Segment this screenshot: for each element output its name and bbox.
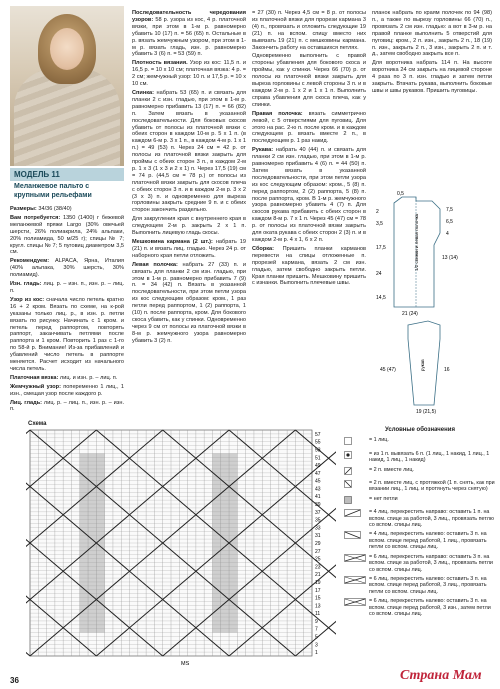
legend-item [344, 509, 496, 528]
legend-symbol-icon [344, 554, 366, 564]
legend-symbol-icon [344, 480, 366, 490]
paragraph-heading: Плотность вязания. [132, 60, 188, 67]
paragraph-heading: Последовательность чередования узоров: [132, 10, 246, 23]
chart-row-label: 49 [315, 463, 321, 470]
chart-row-label: 53 [315, 447, 321, 454]
legend-item [344, 437, 496, 447]
cable-line [26, 543, 30, 600]
cable-line [26, 487, 30, 544]
paragraph-text: Для воротника набрать 114 п. На высоте воротника 24 см закрыть на лицевой стороне 4 раза по 3 п. изн. гладью и затем петли закрыть. Втачать рукава, выполнить боковые швы и швы рукавов. Пришить пуговицы. [372, 60, 492, 94]
chart-row-label: 33 [315, 525, 321, 532]
col3-paragraph [252, 53, 366, 108]
instructions-column-2 [132, 10, 246, 415]
chart-row-label: 23 [315, 564, 321, 571]
col2-paragraph [132, 10, 246, 58]
chart-ms-label: MS [181, 661, 190, 667]
col2-paragraph [132, 60, 246, 88]
legend-item [344, 554, 496, 573]
page-number: 36 [10, 676, 19, 685]
chart-row-label: 39 [315, 502, 321, 509]
cable-line [26, 600, 30, 657]
chart-row-label: 19 [315, 579, 321, 586]
paragraph-text: лиц. р. – изн. п., изн. р. – лиц. п. [10, 281, 124, 294]
chart-row-label: 41 [315, 494, 321, 501]
col2-paragraph [132, 239, 246, 260]
chart-caption: Схема [28, 421, 47, 427]
legend-item [344, 576, 496, 595]
knitting-chart [26, 428, 336, 668]
paragraph-heading: Рукава: [252, 147, 274, 154]
col2-paragraph [132, 216, 246, 237]
paragraph-heading: Вам потребуется: [10, 214, 61, 221]
chart-row-label: 27 [315, 548, 321, 555]
legend-symbol-icon [344, 437, 366, 447]
chart-row-label: 31 [315, 533, 321, 540]
schem-width-1: 21 (24) [402, 311, 418, 317]
legend-symbol-icon [344, 576, 366, 586]
paragraph-text: набрать 40 (44) п. и связать для планки 2 см изн. гладью, при этом в 1-м р. равномерно прибавить 4 (6) п. = 44 (50) п. Затем вязать в указанной последовательности, при этом петли узора из кос следующим образом: кром., 5 (8) п. перед раппортом, 2 (2) раппорта, 5 (8) п. после раппорта, кром. В 1-м р. жемчужного узора равномерно убавить 4 (7) п. Для скосов рукава прибавить с обеих сторон в каждом 8-м р. 7 х 1 п. Через 45 (47) см = 78 р. от полосы из платочной вязки закрыть для оката рукава с обеих сторон 2 (3) п. и в каждом 2-м р. 4 х 1, 6 х 2 п. [252, 147, 366, 243]
col1-paragraph [10, 375, 124, 382]
chart-row-label: 25 [315, 556, 321, 563]
legend-symbol-icon [344, 496, 366, 506]
paragraph-text: набрать 19 (21) п. и вязать лиц. гладью. Через 24 р. от наборного края петли отложить. [132, 239, 246, 259]
instructions-column-3 [252, 10, 366, 415]
instructions-column-4 [372, 10, 492, 200]
col1-paragraph [10, 400, 124, 414]
schem-sleeve-2: 45 (47) [380, 367, 396, 373]
paragraph-text: лиц. и изн. р. – лиц. п. [58, 374, 118, 381]
paragraph-heading: Сборка: [252, 245, 275, 252]
chart-row-label: 57 [315, 431, 321, 438]
legend-item [344, 480, 496, 493]
col3-paragraph [252, 111, 366, 146]
paragraph-text: набрать 53 (65) п. и связать для планки 2 с изн. гладью, при этом в 1-м р. равномерно прибавить 13 (17) п. = 66 (82) п. Затем вязать в указанной последовательности. Для боковых скосов убавить от полосы из платочной вязки с обеих сторон в каждом 10-м р. 5 х 1 п. (в каждом 6-м р. 3 х 1 п., в каждом 4-м р. 1 х 1 п.) = 49 (53) п. Через 24 см = 42 р. от полосы из платочной вязки закрыть для проймы с обеих сторон 3 п., в каждом 2-м р. 1 х 3 (1 х 3 и 2 х 1) п. Через 17,5 (19) см = 74 р. (44,5 см = 78 р.) от полосы из платочной вязки закрыть для скосов плеча с обеих сторон 3 п. и в каждом 2-м р. 3 х 2 (3 х 3) п. и одновременно для выреза горловины закрыть средние 9 п. и с обеих сторон закончить раздельно. [132, 89, 246, 214]
paragraph-heading: Платочная вязка: [10, 374, 59, 381]
col2-paragraph [132, 262, 246, 345]
face-shape [50, 28, 84, 70]
legend-item [344, 531, 496, 550]
paragraph-heading: Узор из кос: [10, 296, 45, 303]
schem-sleeve-3: 16 [444, 367, 450, 373]
legend-text: = 6 лиц. перекрестить налево: оставить 3 п. на вспом. спице перед работой, 3 изн., затем петли со вспом. спицы лиц. [369, 598, 491, 617]
paragraph-text: = 27 (30) п. Через 4,5 см = 8 р. от полосы из платочной вязки для прорези кармана 3 (4) п., провязать и отложить следующие 19 (21) п. на вспом. спицу вместо них вывязать 19 (21) п. с мешковины кармана. Закончить работу на оставшихся петлях. [252, 10, 366, 51]
schem-width-3: 19 (21,5) [416, 409, 437, 415]
chart-row-label: 7 [315, 626, 318, 633]
legend-text: = 4 лиц. перекрестить налево: оставить 3 п. на вспом. спице перед работой, 1 лиц., провязать петли со вспом. спицы лиц. [369, 531, 487, 551]
col2-paragraph [132, 90, 246, 214]
instructions-column-1 [10, 206, 124, 416]
col1-paragraph [10, 281, 124, 295]
legend-symbol-icon [344, 467, 366, 477]
pattern-schematic [372, 175, 492, 415]
chart-row-label: 47 [315, 470, 321, 477]
paragraph-heading: Рекомендуем: [10, 258, 50, 265]
legend-symbol-icon [344, 531, 366, 541]
paragraph-text: Узор из кос: 11,5 п. и 16,5 р. = 10 х 10 см; платочная вязка: 4 р. = 2 см; жемчужный узор: 10 п. и 17,5 р. = 10 х 10 см. [132, 60, 246, 88]
chart-row-label: 15 [315, 595, 321, 602]
schem-top-label: 0,5 [397, 191, 404, 197]
cable-line [26, 543, 30, 600]
chart-row-label: 3 [315, 642, 318, 649]
legend-text: = 2 п. вместе лиц. с протяжкой (1 п. снять, как при вязании лиц., 1 лиц. и протянуть через снятую) [369, 480, 495, 493]
paragraph-text: попеременно 1 лиц., 1 изн., смещая узор после каждого р. [10, 383, 124, 397]
legend-symbol-icon [344, 451, 366, 461]
col3-paragraph [252, 246, 366, 287]
paragraph-heading: Изн. гладь: [10, 281, 42, 288]
legend-text: = 4 лиц. перекрестить направо: оставить 1 п. на вспом. спице за работой, 3 лиц., провязать петлю со вспом. спицы лиц. [369, 509, 494, 529]
chart-row-label: 1 [315, 650, 318, 657]
schem-left-5: 14,5 [376, 295, 386, 301]
cable-line [26, 430, 30, 487]
schem-mid-2: 6,5 [446, 219, 453, 225]
chart-row-label: 11 [315, 611, 321, 618]
schem-left-4: 24 [376, 271, 382, 277]
col3-paragraph [252, 147, 366, 244]
paragraph-heading: Левая полочка: [132, 261, 178, 268]
paragraph-text: набрать 27 (33) п. и связать для планки 2 см изн. гладью, при этом в 1-м р. равномерно прибавить 7 (9) п. = 34 (42) п. Вязать в указанной последовательности, при этом петли узора из кос следующим образом: кром., 1 раз петли перед раппортом, 1 (2) раппорта, 1 (10) п. после раппорта, кром. Для бокового скоса убавить, как у спинки. Одновременно через 9 см от полосы из платочной вязки в 8-м р. жемчужного узора равномерно убавить 3 (2) п. [132, 261, 246, 344]
model-title: МОДЕЛЬ 11 [10, 168, 124, 181]
paragraph-heading: Мешковина кармана (2 шт.): [132, 239, 213, 245]
paragraph-text: лиц. р. – лиц. п., изн. р. – изн. п. [10, 399, 124, 413]
paragraph-heading: Правая полочка: [252, 110, 303, 117]
schem-left-2: 3,5 [376, 221, 383, 227]
paragraph-text: Для закругления края с внутреннего края в следующем 2-м р. закрыть 2 х 1 п. Выполнить лицевую гладь скосы. [132, 216, 246, 237]
cable-line [26, 487, 30, 544]
paragraph-text: Пришить планки карманов перевести на спицы отложенные п. прорезей кармана, вязать 2 см изн. гладью, затем свободно закрыть петли. Края планки пришить. Мешковину пришить с изнанки. Выполнить плечевые швы. [252, 245, 366, 287]
col1-paragraph [10, 206, 124, 213]
chart-row-label: 45 [315, 478, 321, 485]
legend-item [344, 496, 496, 506]
legend-text: = из 1 п. вывязать 6 п. (1 лиц., 1 накид, 1 лиц., 1 накид, 1 лиц., 1 накид) [369, 450, 490, 464]
cable-line [26, 600, 30, 657]
chart-row-label: 9 [315, 618, 318, 625]
paragraph-heading: Лиц. гладь: [10, 399, 42, 406]
paragraph-text: Одновременно выполнить с правой стороны убавления для бокового скоса и проймы, как у спинки. Через 66 (70) р. от полосы из платочной вязки закрыть для выреза горловины с левой стороны 3 п. и в каждом 2-м р. 1 х 2 и 1 х 1 п. Выполнить справа убавления для скоса плеча, как у спинки. [252, 53, 366, 108]
chart-row-label: 5 [315, 634, 318, 641]
paragraph-text: 1350 (1400) г бежевой меланжевой пряжи Largo (30% овечьей шерсти, 26% полиакрила, 24% альпаки, 20% полиамида, 50 м/25 г); спицы № 7; кругл. спицы № 7; 5 пуговиц диаметром 3,5 см. [10, 214, 124, 256]
legend-text: = 6 лиц. перекрестить направо: оставить 3 п. на вспом. спице за работой, 3 лиц., провязать петли со вспом. спицы лиц. [369, 553, 493, 573]
chart-row-label: 51 [315, 455, 321, 462]
schem-width-2: 13 (14) [442, 255, 458, 261]
schem-sleeve-label: рукав [420, 359, 425, 371]
paragraph-text: вязать симметрично левой, с 5 отверстиями для пуговиц. Для этого на рас. 2-ю п. после кром. и в каждом следующем р. вязать вместе 2 п., в последующем р. 1 раз накид. [252, 110, 366, 145]
model-subtitle: Меланжевое пальто с крупными рельефами [14, 183, 92, 199]
legend-text: = 1 лиц. [369, 437, 389, 444]
col1-paragraph [10, 258, 124, 279]
legend-symbol-icon [344, 598, 366, 608]
legend [344, 427, 496, 672]
schem-mid-1: 7,5 [446, 207, 453, 213]
cable-line [26, 430, 30, 487]
legend-items [344, 437, 496, 617]
model-photo [10, 6, 124, 166]
col4-paragraph [372, 10, 492, 58]
paragraph-text: ALPACA, Ярна, Италия (40% альпака, 30% шерсть, 30% полиамид). [10, 258, 124, 279]
legend-title: Условные обозначения [385, 427, 455, 433]
paragraph-text: 58 р. узора из кос, 4 р. платочной вязки, при этом в 1-м р. равномерно убавить 10 (17) п. = 56 (65) п. Остальные в р. вязать жемчужным узором, при этом в 1-м р. вязать гладь, изн. р. равномерно убавить 3 (6) п. = 53 (59) п. [132, 16, 246, 58]
chart-row-label: 37 [315, 509, 321, 516]
col1-paragraph [10, 384, 124, 398]
chart-row-label: 35 [315, 517, 321, 524]
paragraph-text: сначала число петель кратно 16 + 2 кром. Вязать по схеме, на к-рой указаны только лиц. р., в изн. р. петли вязать по рисунку. Начинать с 1 кром. и петель перед раппортом, повторять раппорт, заканчивать петлями после раппорта и 1 кром. Повторить 1 раз с 1-го по 58-й р. Внимание! Из-за прибавлений и убавлений число петель в раппорте меняется. Расчет исходит из начального числа петель. [10, 296, 124, 372]
legend-item [344, 598, 496, 617]
chart-row-label: 13 [315, 603, 321, 610]
schem-mid-3: 4 [446, 231, 449, 237]
paragraph-heading: Жемчужный узор: [10, 383, 61, 390]
col3-paragraph [252, 10, 366, 51]
col1-paragraph [10, 215, 124, 256]
paragraph-text: 34/36 (38/40) [36, 206, 72, 212]
model-header [10, 168, 124, 200]
chart-row-label: 17 [315, 587, 321, 594]
paragraph-heading: Размеры: [10, 206, 37, 212]
legend-text: = 2 п. вместе лиц. [369, 466, 414, 473]
chart-row-label: 29 [315, 541, 321, 547]
legend-text: = нет петли [369, 495, 398, 502]
col1-paragraph [10, 297, 124, 373]
schem-left-1: 2 [376, 209, 379, 215]
chart-row-label: 55 [315, 439, 321, 446]
legend-symbol-icon [344, 509, 366, 519]
col4-paragraph [372, 60, 492, 95]
paragraph-text: планок набрать по краям полочек по 94 (98) п., а также по вырезу горловины 66 (70) п., провязать 2 см изн. гладью: а вот в 3-м р. на правой планке выполнить 5 отверстий для пуговиц: кром., 2 п. изн., закрыть 2 п., 18 (19) п. изн., закрыть 2 п., 3 изн., закрыть 2 п. и т. д., затем свободно закрыть все п. [372, 10, 492, 58]
legend-item [344, 451, 496, 464]
chart-row-label: 43 [315, 486, 321, 493]
legend-text: = 6 лиц. перекрестить налево: оставить 3 п. на вспом. спице перед работой, 3 лиц., провязать петли со вспом. спицы лиц. [369, 575, 487, 595]
legend-item [344, 467, 496, 477]
chart-row-label: 21 [315, 572, 321, 579]
schem-left-3: 17,5 [376, 245, 386, 251]
schem-piece-label: 1/2 спинки и левая полочка [414, 213, 419, 271]
site-logo: Страна Мам [400, 668, 482, 683]
paragraph-heading: Спинка: [132, 89, 155, 96]
